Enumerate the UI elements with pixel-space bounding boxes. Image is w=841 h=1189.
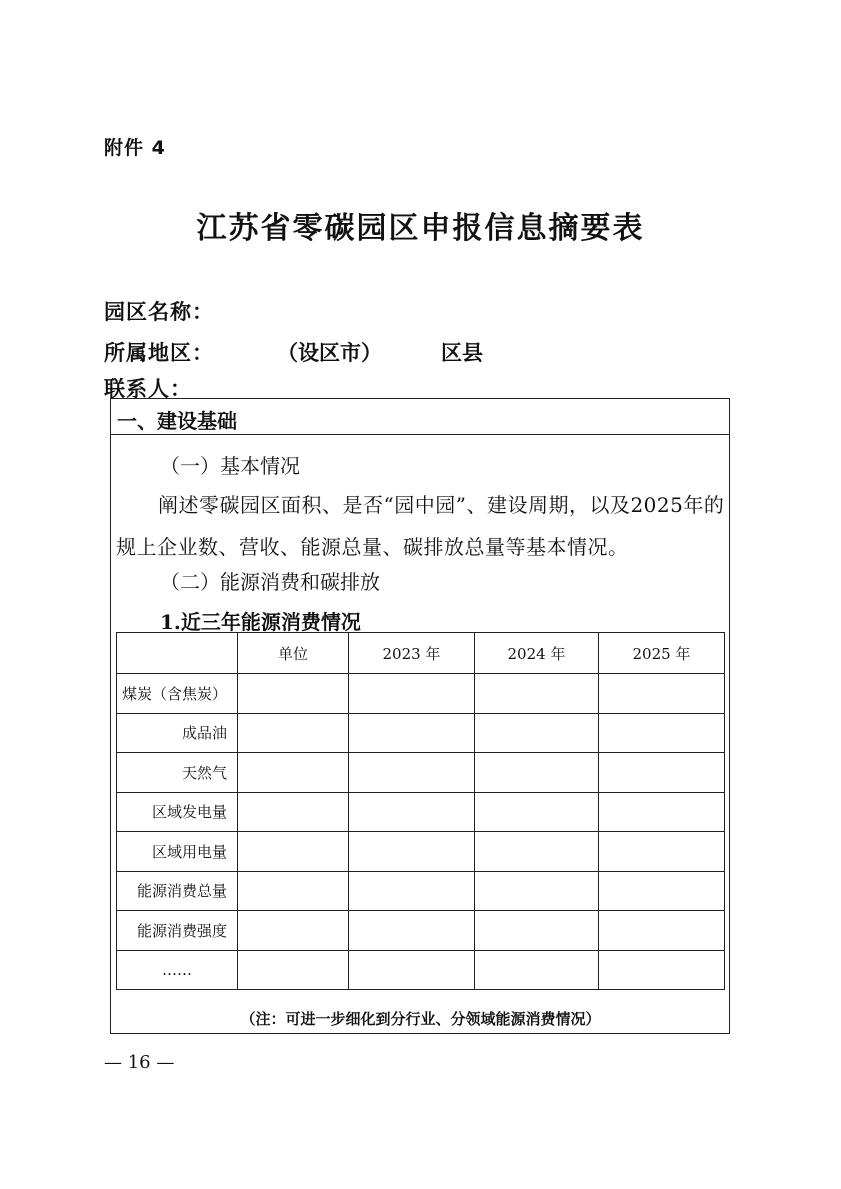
table-cell [238,713,349,753]
row-label: 区域用电量 [117,832,238,872]
table-cell [475,792,599,832]
table-cell [475,713,599,753]
table-row [117,871,725,911]
row-label: 煤炭（含焦炭） [117,674,238,714]
park-name-label: 园区名称： [104,300,214,324]
table-cell [238,911,349,951]
section-heading: 一、建设基础 [117,409,237,433]
table-cell [475,950,599,990]
region-county-label: 区县 [441,341,483,365]
table-cell [349,713,475,753]
table-cell [238,950,349,990]
table-cell [599,674,725,714]
table-row [117,950,725,990]
contact-label: 联系人： [104,377,192,401]
table-header-cell: 单位 [238,633,349,674]
table-cell [349,871,475,911]
table-row [117,713,725,753]
table-cell [349,674,475,714]
table-cell [599,713,725,753]
table-row [117,753,725,793]
table-row [117,792,725,832]
table-cell [475,674,599,714]
table-cell [475,871,599,911]
row-label: 能源消费总量 [117,871,238,911]
table-cell [349,753,475,793]
table-header-cell: 2023 年 [349,633,475,674]
table-row [117,674,725,714]
row-label: 成品油 [117,713,238,753]
page-number: — 16 — [104,1052,175,1073]
table-note: （注：可进一步细化到分行业、分领域能源消费情况） [240,1010,601,1028]
table-cell [238,753,349,793]
table-cell [475,911,599,951]
table-row [117,911,725,951]
section-heading-row [111,399,729,435]
row-label: 区域发电量 [117,792,238,832]
table-cell [599,832,725,872]
subsection-basic-heading: （一）基本情况 [160,454,300,478]
table-cell [599,871,725,911]
table-row [117,832,725,872]
table-header-row [117,633,725,674]
table-cell [475,832,599,872]
energy-table-title: 1.近三年能源消费情况 [160,610,361,634]
table-cell [349,792,475,832]
table-cell [349,950,475,990]
region-city-label: （设区市） [277,341,382,365]
table-header-cell [117,633,238,674]
subsection-energy-heading: （二）能源消费和碳排放 [160,570,380,594]
table-cell [599,792,725,832]
energy-consumption-table [116,632,725,990]
table-cell [599,911,725,951]
table-cell [599,950,725,990]
document-title: 江苏省零碳园区申报信息摘要表 [196,211,645,246]
table-header-cell: 2024 年 [475,633,599,674]
attachment-label: 附件 4 [104,137,166,159]
table-header-cell: 2025 年 [599,633,725,674]
table-cell [238,674,349,714]
row-label: …… [117,950,238,990]
subsection-basic-text: 阐述零碳园区面积、是否“园中园”、建设周期，以及2025年的规上企业数、营收、能源总量、碳排放总量等基本情况。 [116,493,725,559]
region-label: 所属地区： [104,341,214,365]
table-cell [349,911,475,951]
table-cell [238,792,349,832]
table-cell [599,753,725,793]
table-cell [349,832,475,872]
table-cell [238,871,349,911]
row-label: 天然气 [117,753,238,793]
row-label: 能源消费强度 [117,911,238,951]
table-cell [475,753,599,793]
table-cell [238,832,349,872]
